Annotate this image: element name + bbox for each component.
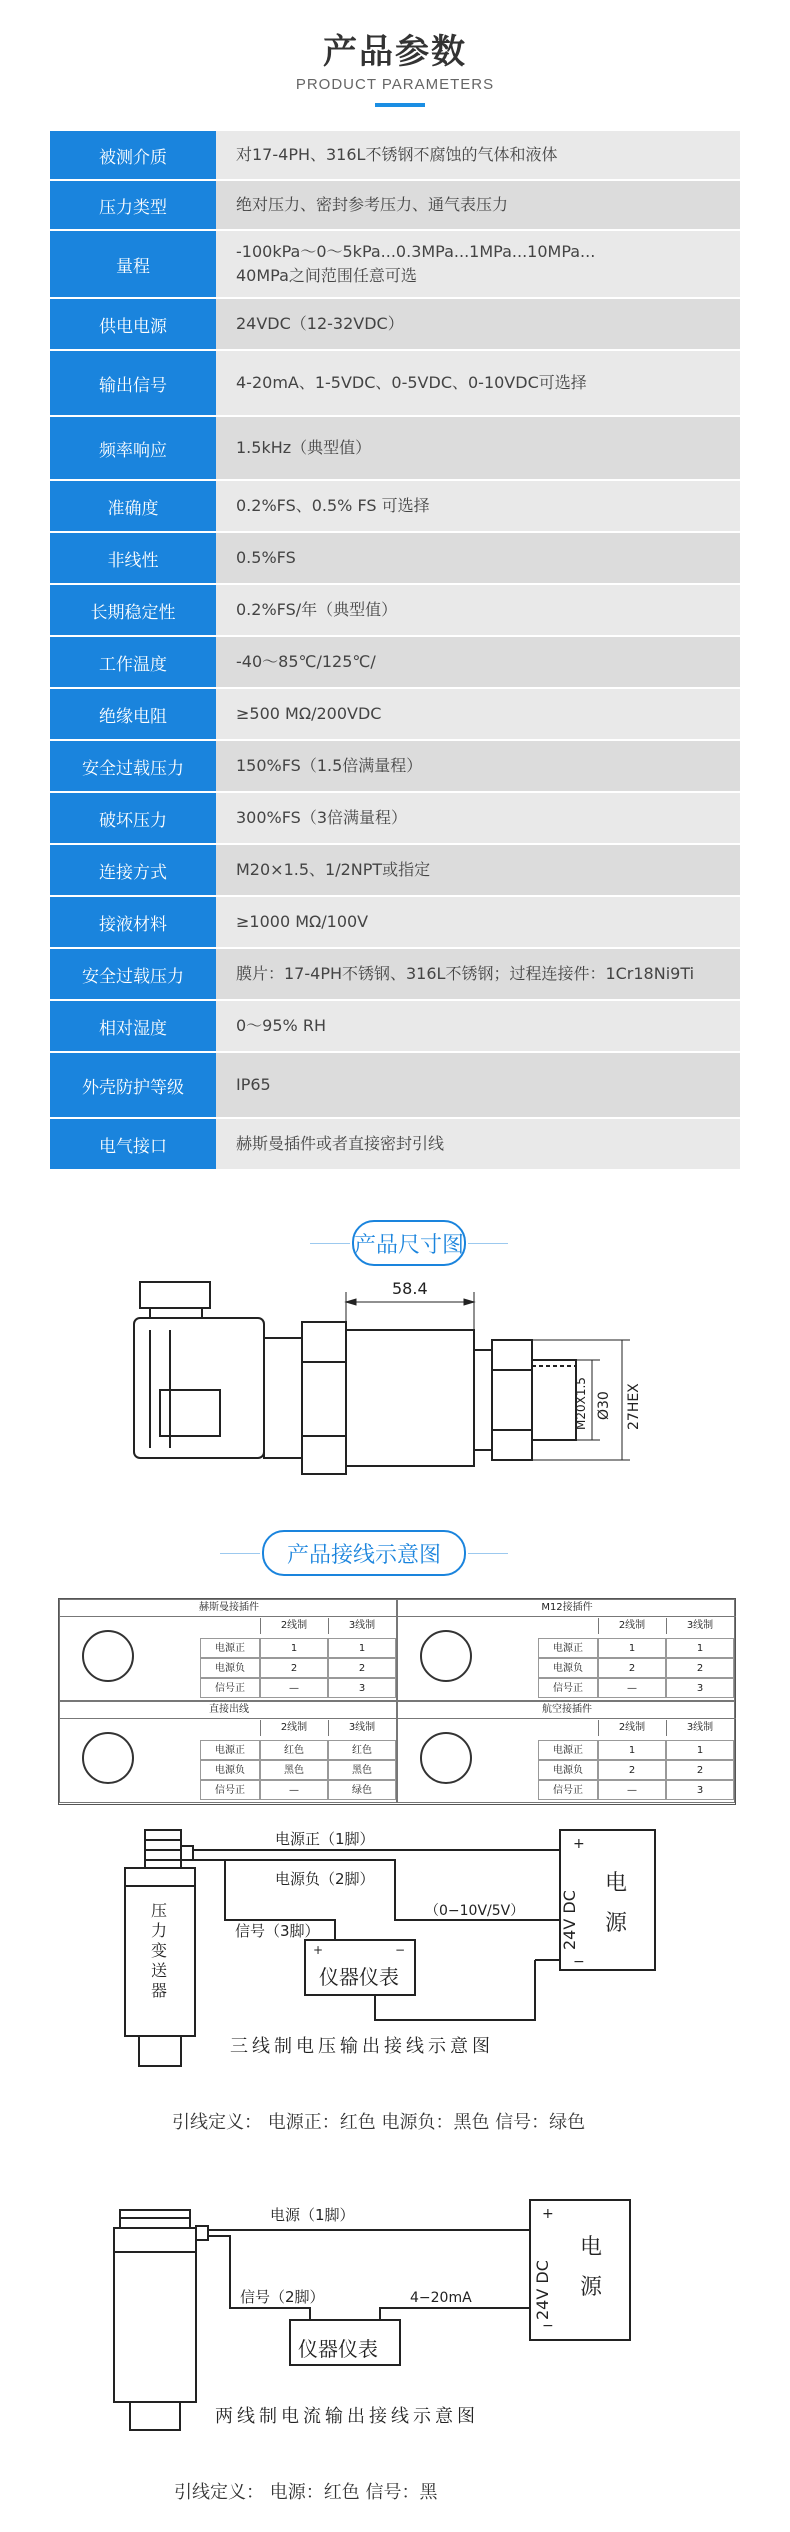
spec-value: 0.2%FS/年（典型值）: [216, 585, 740, 635]
svg-text:力: 力: [151, 1921, 168, 1940]
dim-thread: M20X1.5: [574, 1377, 588, 1430]
svg-text:+: +: [573, 1836, 585, 1852]
spec-value: -40～85℃/125℃/: [216, 637, 740, 687]
connector-cell: 1: [666, 1740, 734, 1760]
connector-cell: 电源正: [538, 1740, 598, 1760]
svg-text:信号（2脚）: 信号（2脚）: [240, 2288, 325, 2306]
connector-cell: 2: [598, 1760, 666, 1780]
spec-row: [50, 845, 740, 897]
connector-col-head: 3线制: [328, 1618, 395, 1634]
spec-key: 外壳防护等级: [50, 1053, 216, 1117]
spec-key: 长期稳定性: [50, 585, 216, 635]
svg-text:+: +: [313, 1943, 324, 1957]
spec-value: 绝对压力、密封参考压力、通气表压力: [216, 181, 740, 229]
spec-value: ≥500 MΩ/200VDC: [216, 689, 740, 739]
svg-text:器: 器: [151, 1981, 168, 2000]
connector-block-m12: [397, 1599, 735, 1701]
plug-cap: [140, 1282, 210, 1308]
spec-value: 300%FS（3倍满量程）: [216, 793, 740, 843]
spec-value: -100kPa～0～5kPa...0.3MPa...1MPa...10MPa... 40MPa之间范围任意可选: [216, 231, 740, 297]
spec-row: [50, 741, 740, 793]
spec-key: 电气接口: [50, 1119, 216, 1169]
spec-row: [50, 299, 740, 351]
connector-cell: 红色: [260, 1740, 328, 1760]
spec-row: [50, 1001, 740, 1053]
svg-text:电源（1脚）: 电源（1脚）: [270, 2206, 355, 2224]
connector-icon: [420, 1732, 472, 1784]
spec-key: 量程: [50, 231, 216, 297]
connector-cell: 黑色: [260, 1760, 328, 1780]
connector-cell: 3: [328, 1678, 396, 1698]
connector-col-head: 3线制: [328, 1720, 395, 1736]
connector-cell: 2: [666, 1760, 734, 1780]
spec-row: [50, 417, 740, 481]
connector-block-head: 赫斯曼接插件: [60, 1600, 398, 1617]
page-title: 产品参数: [323, 32, 467, 72]
connector-cell: 电源正: [200, 1740, 260, 1760]
svg-text:仪器仪表: 仪器仪表: [298, 2337, 378, 2361]
spec-row: [50, 793, 740, 845]
connector-cell: 1: [598, 1740, 666, 1760]
connector-icon: [82, 1732, 134, 1784]
spec-row: [50, 1053, 740, 1119]
svg-text:送: 送: [151, 1961, 168, 1980]
spec-key: 工作温度: [50, 637, 216, 687]
connector-col-head: 3线制: [666, 1618, 733, 1634]
spec-key: 非线性: [50, 533, 216, 583]
spec-key: 破坏压力: [50, 793, 216, 843]
spec-row: [50, 181, 740, 231]
spec-key: 压力类型: [50, 181, 216, 229]
connector-cell: 绿色: [328, 1780, 396, 1800]
connector-block-direct: [59, 1701, 397, 1803]
svg-text:电源正（1脚）: 电源正（1脚）: [275, 1830, 375, 1848]
connector-cell: 3: [666, 1678, 734, 1698]
connector-cell: —: [260, 1678, 328, 1698]
three-wire-definition: 引线定义： 电源正：红色 电源负：黑色 信号：绿色: [172, 2112, 586, 2133]
spec-table: [50, 131, 740, 1171]
connector-cell: 信号正: [538, 1780, 598, 1800]
svg-text:−: −: [395, 1943, 406, 1957]
spec-key: 连接方式: [50, 845, 216, 895]
two-wire-caption: 两线制电流输出接线示意图: [215, 2406, 479, 2427]
spec-value: 150%FS（1.5倍满量程）: [216, 741, 740, 791]
wiring-title: 产品接线示意图: [262, 1530, 466, 1576]
spec-value: 赫斯曼插件或者直接密封引线: [216, 1119, 740, 1169]
spec-value: ≥1000 MΩ/100V: [216, 897, 740, 947]
connector-col-head: 3线制: [666, 1720, 733, 1736]
spec-value: 0～95% RH: [216, 1001, 740, 1051]
connector-cell: 1: [598, 1638, 666, 1658]
svg-text:电: 电: [605, 1871, 628, 1896]
connector-cell: 2: [598, 1658, 666, 1678]
spec-row: [50, 481, 740, 533]
connector-cell: 3: [666, 1780, 734, 1800]
spec-row: [50, 131, 740, 181]
housing: [346, 1330, 474, 1466]
spec-row: [50, 897, 740, 949]
spec-key: 安全过载压力: [50, 949, 216, 999]
dim-hex: 27HEX: [626, 1383, 642, 1430]
spec-key: 供电电源: [50, 299, 216, 349]
connector-block-aviation: [397, 1701, 735, 1803]
connector-col-head: 2线制: [598, 1618, 665, 1634]
svg-text:信号（3脚）: 信号（3脚）: [235, 1922, 320, 1940]
spec-row: [50, 533, 740, 585]
spec-value: 膜片：17-4PH不锈钢、316L不锈钢；过程连接件：1Cr18Ni9Ti: [216, 949, 740, 999]
svg-text:（0−10V/5V）: （0−10V/5V）: [425, 1903, 525, 1919]
spec-key: 输出信号: [50, 351, 216, 415]
spec-key: 频率响应: [50, 417, 216, 479]
svg-text:4−20mA: 4−20mA: [410, 2290, 472, 2306]
connector-icon: [82, 1630, 134, 1682]
connector-cell: 电源负: [200, 1658, 260, 1678]
connector-block-hirschmann: [59, 1599, 397, 1701]
connector-cell: —: [260, 1780, 328, 1800]
connector-block-head: M12接插件: [398, 1600, 736, 1617]
svg-text:24V DC: 24V DC: [533, 2260, 552, 2320]
connector-cell: 1: [666, 1638, 734, 1658]
svg-text:源: 源: [605, 1911, 628, 1936]
spec-value: M20×1.5、1/2NPT或指定: [216, 845, 740, 895]
svg-text:24V DC: 24V DC: [560, 1890, 579, 1950]
dimension-title: 产品尺寸图: [352, 1220, 466, 1266]
connector-cell: 2: [666, 1658, 734, 1678]
connector-col-head: 2线制: [598, 1720, 665, 1736]
connector-cell: 电源负: [538, 1760, 598, 1780]
spec-value: 1.5kHz（典型值）: [216, 417, 740, 479]
svg-text:仪器仪表: 仪器仪表: [319, 1965, 399, 1989]
thread: [532, 1360, 576, 1440]
dim-length: 58.4: [392, 1279, 428, 1298]
hex: [492, 1340, 532, 1460]
three-wire-caption: 三线制电压输出接线示意图: [230, 2036, 494, 2057]
spec-row: [50, 637, 740, 689]
connector-cell: —: [598, 1678, 666, 1698]
three-wire-diagram: [95, 1820, 695, 2080]
connector-block-head: 直接出线: [60, 1702, 398, 1719]
dim-diameter: Ø30: [596, 1391, 612, 1420]
connector-cell: 信号正: [200, 1678, 260, 1698]
connector-cell: —: [598, 1780, 666, 1800]
spec-key: 绝缘电阻: [50, 689, 216, 739]
connector-cell: 2: [260, 1658, 328, 1678]
svg-text:电: 电: [580, 2235, 603, 2260]
svg-text:−: −: [573, 1954, 585, 1970]
nut: [302, 1322, 346, 1474]
svg-text:变: 变: [151, 1941, 168, 1960]
svg-text:电源负（2脚）: 电源负（2脚）: [275, 1870, 375, 1888]
connector-block-head: 航空接插件: [398, 1702, 736, 1719]
page-subtitle: PRODUCT PARAMETERS: [295, 76, 495, 93]
section-header: [0, 0, 790, 118]
connector-cell: 电源正: [538, 1638, 598, 1658]
spec-row: [50, 949, 740, 1001]
connector-cell: 1: [260, 1638, 328, 1658]
connector-icon: [420, 1630, 472, 1682]
spec-row: [50, 231, 740, 299]
two-wire-diagram: [90, 2190, 700, 2440]
spec-value: IP65: [216, 1053, 740, 1117]
svg-text:源: 源: [580, 2275, 603, 2300]
connector-table: [58, 1598, 736, 1805]
connector-col-head: 2线制: [260, 1720, 327, 1736]
transmitter-body-2: [114, 2252, 196, 2402]
spec-key: 接液材料: [50, 897, 216, 947]
svg-text:−: −: [542, 2318, 554, 2334]
title-underline: [375, 103, 425, 107]
spec-key: 安全过载压力: [50, 741, 216, 791]
spec-value: 对17-4PH、316L不锈钢不腐蚀的气体和液体: [216, 131, 740, 179]
connector-cell: 黑色: [328, 1760, 396, 1780]
spec-value: 4-20mA、1-5VDC、0-5VDC、0-10VDC可选择: [216, 351, 740, 415]
two-wire-definition: 引线定义： 电源：红色 信号：黑: [174, 2482, 438, 2503]
connector-cell: 2: [328, 1658, 396, 1678]
spec-value: 24VDC（12-32VDC）: [216, 299, 740, 349]
spec-key: 被测介质: [50, 131, 216, 179]
spec-row: [50, 585, 740, 637]
connector-cell: 1: [328, 1638, 396, 1658]
spec-value: 0.2%FS、0.5% FS 可选择: [216, 481, 740, 531]
svg-text:压: 压: [151, 1901, 168, 1920]
spec-key: 相对湿度: [50, 1001, 216, 1051]
connector-col-head: 2线制: [260, 1618, 327, 1634]
dimension-drawing: [130, 1270, 670, 1520]
connector-cell: 红色: [328, 1740, 396, 1760]
connector-cell: 电源负: [200, 1760, 260, 1780]
connector-cell: 信号正: [200, 1780, 260, 1800]
spec-value: 0.5%FS: [216, 533, 740, 583]
spec-row: [50, 689, 740, 741]
spec-row: [50, 351, 740, 417]
connector-cell: 信号正: [538, 1678, 598, 1698]
spec-row: [50, 1119, 740, 1171]
connector-cell: 电源正: [200, 1638, 260, 1658]
spec-key: 准确度: [50, 481, 216, 531]
connector-cell: 电源负: [538, 1658, 598, 1678]
svg-text:+: +: [542, 2206, 554, 2222]
